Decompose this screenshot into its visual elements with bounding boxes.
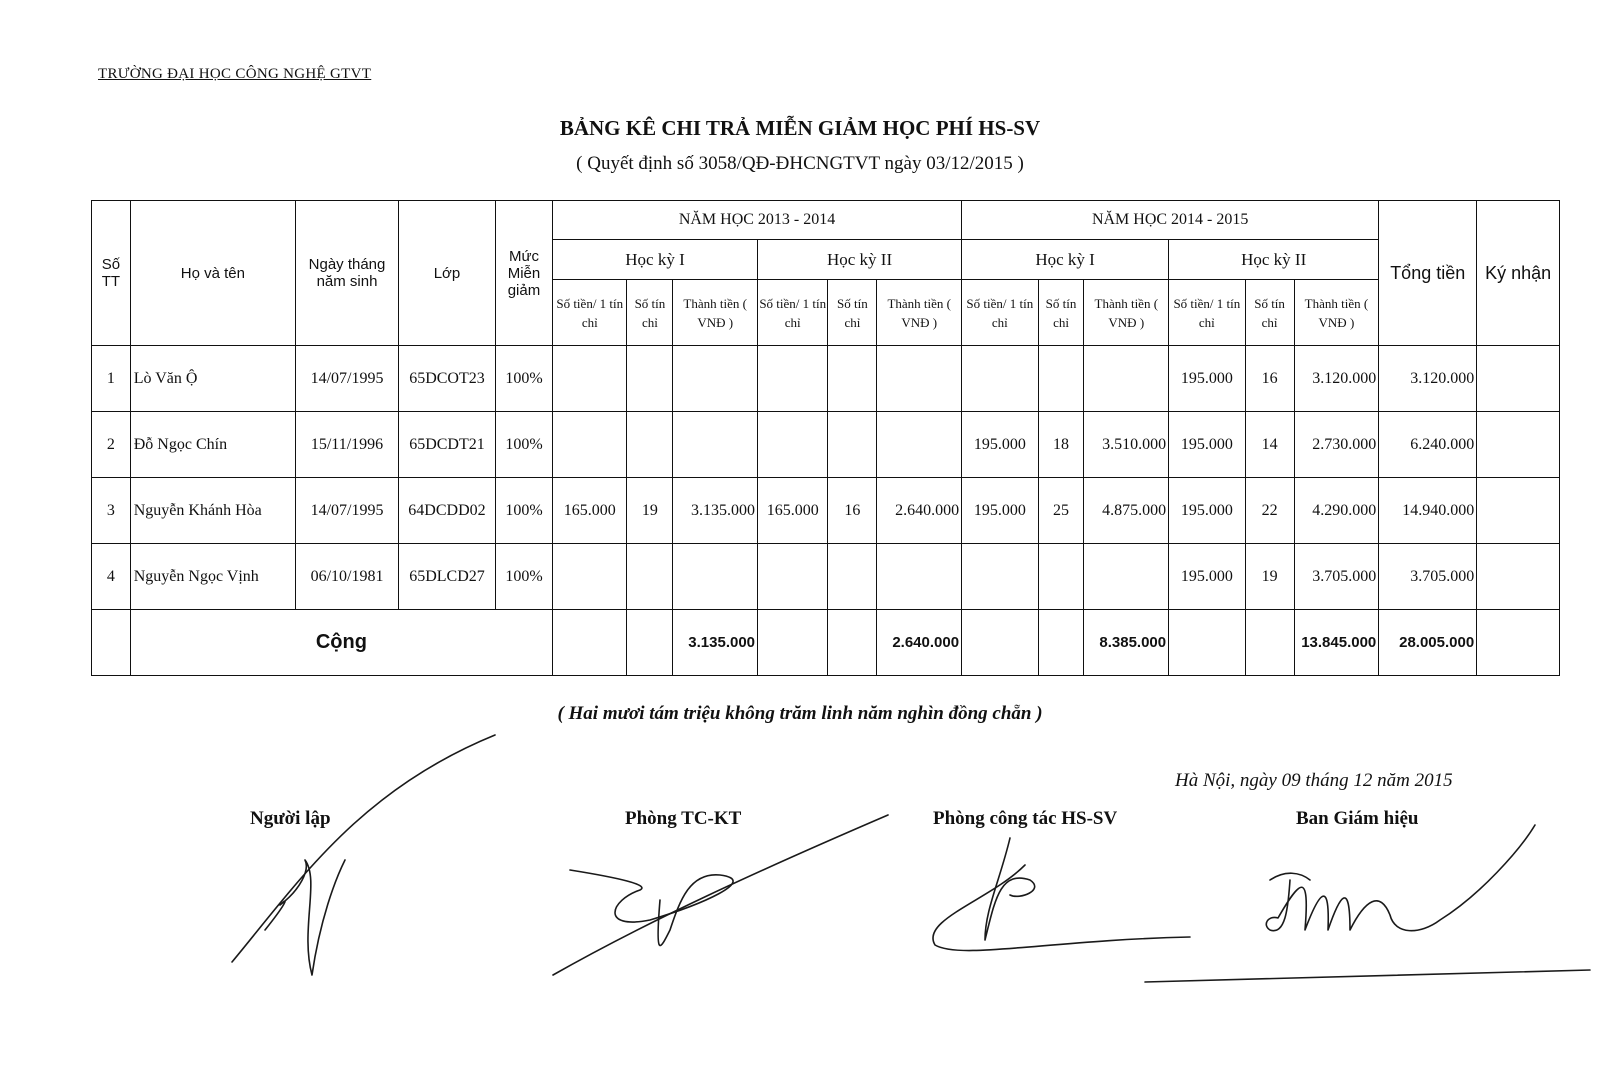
birth-date-cell: 14/07/1995: [296, 346, 399, 412]
price-subheader: Số tiền/ 1 tín chỉ: [1169, 280, 1246, 346]
amount-subheader: Thành tiền ( VNĐ ): [673, 280, 758, 346]
amount-subheader: Thành tiền ( VNĐ ): [1294, 280, 1379, 346]
col-class-header: Lớp: [399, 201, 496, 346]
class-cell: 65DLCD27: [399, 544, 496, 610]
student-name-cell: Đỗ Ngọc Chín: [130, 412, 295, 478]
amount-cell: 3.135.000: [673, 478, 758, 544]
col-total-header: Tổng tiền: [1379, 201, 1477, 346]
signature-mark: [1145, 970, 1590, 982]
semester-header: Học kỳ I: [553, 240, 758, 280]
credits-cell: 14: [1245, 412, 1294, 478]
credits-cell: 19: [627, 478, 673, 544]
document-subtitle: ( Quyết định số 3058/QĐ-ĐHCNGTVT ngày 03/12/2015 ): [576, 153, 1024, 174]
price-cell: 195.000: [962, 478, 1039, 544]
credits-cell: 18: [1038, 412, 1084, 478]
semester-header: Học kỳ I: [962, 240, 1169, 280]
year-2013-header: NĂM HỌC 2013 - 2014: [553, 201, 962, 240]
total-cell: 6.240.000: [1379, 412, 1477, 478]
credits-cell: 16: [828, 478, 877, 544]
birth-date-cell: 14/07/1995: [296, 478, 399, 544]
place-date: Hà Nội, ngày 09 tháng 12 năm 2015: [1175, 770, 1453, 791]
price-cell: 195.000: [1169, 346, 1246, 412]
signature-mark: [232, 735, 495, 962]
amount-cell: 2.730.000: [1294, 412, 1379, 478]
signature-mark: [570, 870, 733, 945]
class-cell: 64DCDD02: [399, 478, 496, 544]
year-2014-header: NĂM HỌC 2014 - 2015: [962, 201, 1379, 240]
credits-cell: 19: [1245, 544, 1294, 610]
credits-subheader: Số tín chỉ: [1038, 280, 1084, 346]
signature-mark: [1266, 825, 1535, 931]
signature-title-board: Ban Giám hiệu: [1296, 808, 1419, 829]
rate-cell: 100%: [495, 412, 552, 478]
class-cell: 65DCOT23: [399, 346, 496, 412]
amount-cell: 3.120.000: [1294, 346, 1379, 412]
sum-total-cell: 28.005.000: [1379, 610, 1477, 676]
school-name: TRƯỜNG ĐẠI HỌC CÔNG NGHỆ GTVT: [98, 66, 372, 82]
amount-in-words: ( Hai mươi tám triệu không trăm linh năm nghìn đồng chẵn ): [557, 703, 1043, 724]
signature-title-student-affairs: Phòng công tác HS-SV: [933, 808, 1118, 829]
student-name-cell: Lò Văn Ộ: [130, 346, 295, 412]
signature-mark: [933, 865, 1190, 951]
sum-amount-cell: 3.135.000: [673, 610, 758, 676]
birth-date-cell: 15/11/1996: [296, 412, 399, 478]
sum-label: Cộng: [130, 610, 552, 676]
credits-subheader: Số tín chỉ: [828, 280, 877, 346]
total-cell: 14.940.000: [1379, 478, 1477, 544]
signature-mark: [553, 815, 888, 975]
col-name-header: Họ và tên: [130, 201, 295, 346]
credits-cell: 22: [1245, 478, 1294, 544]
amount-cell: 2.640.000: [877, 478, 962, 544]
amount-cell: 4.290.000: [1294, 478, 1379, 544]
row-number-cell: 4: [92, 544, 131, 610]
credits-subheader: Số tín chỉ: [1245, 280, 1294, 346]
student-name-cell: Nguyễn Khánh Hòa: [130, 478, 295, 544]
amount-subheader: Thành tiền ( VNĐ ): [877, 280, 962, 346]
col-sign-header: Ký nhận: [1477, 201, 1560, 346]
amount-subheader: Thành tiền ( VNĐ ): [1084, 280, 1169, 346]
document-title: BẢNG KÊ CHI TRẢ MIỄN GIẢM HỌC PHÍ HS-SV: [559, 116, 1041, 140]
price-cell: 195.000: [1169, 412, 1246, 478]
signature-mark: [265, 860, 345, 975]
amount-cell: 4.875.000: [1084, 478, 1169, 544]
price-cell: 165.000: [758, 478, 828, 544]
col-stt-header: Số TT: [92, 201, 131, 346]
price-subheader: Số tiền/ 1 tín chỉ: [758, 280, 828, 346]
sum-amount-cell: 8.385.000: [1084, 610, 1169, 676]
row-number-cell: 3: [92, 478, 131, 544]
total-cell: 3.120.000: [1379, 346, 1477, 412]
price-subheader: Số tiền/ 1 tín chỉ: [553, 280, 627, 346]
credits-cell: 25: [1038, 478, 1084, 544]
amount-cell: 3.705.000: [1294, 544, 1379, 610]
total-cell: 3.705.000: [1379, 544, 1477, 610]
row-number-cell: 1: [92, 346, 131, 412]
birth-date-cell: 06/10/1981: [296, 544, 399, 610]
student-name-cell: Nguyễn Ngọc Vịnh: [130, 544, 295, 610]
credits-subheader: Số tín chỉ: [627, 280, 673, 346]
semester-header: Học kỳ II: [758, 240, 962, 280]
price-cell: 195.000: [1169, 478, 1246, 544]
col-dob-header: Ngày tháng năm sinh: [296, 201, 399, 346]
signature-title-finance: Phòng TC-KT: [625, 808, 742, 829]
sum-amount-cell: 2.640.000: [877, 610, 962, 676]
rate-cell: 100%: [495, 478, 552, 544]
col-rate-header: Mức Miễn giảm: [495, 201, 552, 346]
price-cell: 195.000: [962, 412, 1039, 478]
signature-title-preparer: Người lập: [250, 808, 331, 829]
row-number-cell: 2: [92, 412, 131, 478]
rate-cell: 100%: [495, 544, 552, 610]
rate-cell: 100%: [495, 346, 552, 412]
semester-header: Học kỳ II: [1169, 240, 1379, 280]
price-cell: 165.000: [553, 478, 627, 544]
amount-cell: 3.510.000: [1084, 412, 1169, 478]
price-subheader: Số tiền/ 1 tín chỉ: [962, 280, 1039, 346]
credits-cell: 16: [1245, 346, 1294, 412]
class-cell: 65DCDT21: [399, 412, 496, 478]
sum-amount-cell: 13.845.000: [1294, 610, 1379, 676]
price-cell: 195.000: [1169, 544, 1246, 610]
